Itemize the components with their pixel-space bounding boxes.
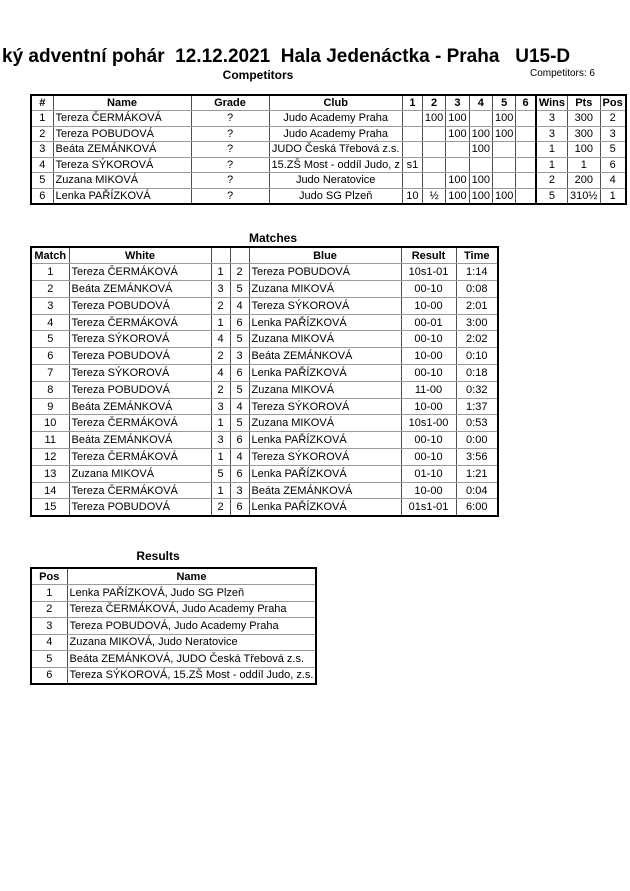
cell-match-num: 14 <box>31 482 69 499</box>
col-header-x3: 3 <box>446 95 469 111</box>
cell-blue-num: 6 <box>230 499 249 516</box>
cell-blue-num: 5 <box>230 381 249 398</box>
cell-name: Tereza POBUDOVÁ, Judo Academy Praha <box>67 618 316 635</box>
cell-wins: 3 <box>536 126 568 142</box>
cell-match-num: 4 <box>31 314 69 331</box>
cell-x2: ½ <box>422 188 445 204</box>
cell-name: Beáta ZEMÁNKOVÁ, JUDO Česká Třebová z.s. <box>67 651 316 668</box>
cell-name: Lenka PAŘÍZKOVÁ <box>53 188 191 204</box>
table-row <box>31 157 626 173</box>
table-row <box>31 111 626 127</box>
col-header-name: Name <box>53 95 191 111</box>
cell-wins: 5 <box>536 188 568 204</box>
col-header-x5: 5 <box>492 95 515 111</box>
cell-white-name: Tereza ČERMÁKOVÁ <box>69 415 211 432</box>
table-row <box>31 634 316 651</box>
cell-grade: ? <box>191 157 269 173</box>
cell-blue-name: Lenka PAŘÍZKOVÁ <box>249 499 401 516</box>
cell-x6 <box>516 157 536 173</box>
col-header-pos: Pos <box>600 95 626 111</box>
cell-white-name: Zuzana MIKOVÁ <box>69 465 211 482</box>
cell-time: 3:56 <box>456 449 498 466</box>
cell-match-num: 12 <box>31 449 69 466</box>
cell-x4 <box>469 157 492 173</box>
cell-name: Tereza SÝKOROVÁ <box>53 157 191 173</box>
cell-x5 <box>492 142 515 158</box>
cell-blue-name: Lenka PAŘÍZKOVÁ <box>249 314 401 331</box>
cell-pos: 1 <box>31 585 67 602</box>
cell-result: 00-10 <box>401 432 456 449</box>
table-row <box>31 142 626 158</box>
cell-match-num: 8 <box>31 381 69 398</box>
cell-match-num: 3 <box>31 297 69 314</box>
cell-x3: 100 <box>446 188 469 204</box>
cell-x2 <box>422 126 445 142</box>
cell-blue-num: 3 <box>230 348 249 365</box>
cell-white-num: 1 <box>211 449 230 466</box>
col-header-x2: 2 <box>422 95 445 111</box>
results-header-row <box>31 568 316 585</box>
cell-blue-num: 4 <box>230 398 249 415</box>
cell-x4 <box>469 111 492 127</box>
cell-x4: 100 <box>469 188 492 204</box>
cell-white-name: Tereza ČERMÁKOVÁ <box>69 314 211 331</box>
cell-result: 00-10 <box>401 365 456 382</box>
cell-x4: 100 <box>469 142 492 158</box>
cell-result: 00-01 <box>401 314 456 331</box>
cell-x5: 100 <box>492 188 515 204</box>
col-header-club: Club <box>269 95 402 111</box>
col-header-match: Match <box>31 247 69 264</box>
col-header-num: # <box>31 95 53 111</box>
cell-time: 1:14 <box>456 264 498 281</box>
cell-white-num: 5 <box>211 465 230 482</box>
cell-x5: 100 <box>492 111 515 127</box>
cell-match-num: 9 <box>31 398 69 415</box>
cell-time: 0:08 <box>456 281 498 298</box>
cell-x5: 100 <box>492 126 515 142</box>
cell-pos: 4 <box>31 634 67 651</box>
cell-x1: s1 <box>402 157 422 173</box>
cell-pos: 6 <box>31 667 67 684</box>
cell-name: Zuzana MIKOVÁ, Judo Neratovice <box>67 634 316 651</box>
cell-result: 10-00 <box>401 348 456 365</box>
cell-x2: 100 <box>422 111 445 127</box>
cell-x4: 100 <box>469 126 492 142</box>
cell-white-num: 1 <box>211 415 230 432</box>
cell-result: 01s1-01 <box>401 499 456 516</box>
col-header-grade: Grade <box>191 95 269 111</box>
cell-num: 3 <box>31 142 53 158</box>
cell-name: Lenka PAŘÍZKOVÁ, Judo SG Plzeň <box>67 585 316 602</box>
cell-white-num: 1 <box>211 482 230 499</box>
cell-x1 <box>402 126 422 142</box>
cell-blue-num: 2 <box>230 264 249 281</box>
cell-x3: 100 <box>446 126 469 142</box>
cell-name: Tereza ČERMÁKOVÁ, Judo Academy Praha <box>67 601 316 618</box>
results-table <box>30 567 317 685</box>
cell-white-num: 2 <box>211 381 230 398</box>
cell-white-name: Beáta ZEMÁNKOVÁ <box>69 432 211 449</box>
table-row <box>31 415 498 432</box>
cell-white-name: Tereza SÝKOROVÁ <box>69 331 211 348</box>
cell-blue-name: Lenka PAŘÍZKOVÁ <box>249 465 401 482</box>
cell-x5 <box>492 157 515 173</box>
cell-white-num: 2 <box>211 297 230 314</box>
cell-white-num: 4 <box>211 365 230 382</box>
cell-white-num: 1 <box>211 314 230 331</box>
cell-x1 <box>402 142 422 158</box>
cell-white-name: Tereza ČERMÁKOVÁ <box>69 449 211 466</box>
cell-white-num: 1 <box>211 264 230 281</box>
table-row <box>31 297 498 314</box>
matches-heading: Matches <box>248 231 298 245</box>
cell-blue-name: Tereza POBUDOVÁ <box>249 264 401 281</box>
cell-blue-num: 5 <box>230 415 249 432</box>
cell-white-name: Beáta ZEMÁNKOVÁ <box>69 281 211 298</box>
table-row <box>31 618 316 635</box>
cell-club: 15.ZŠ Most - oddíl Judo, z <box>269 157 402 173</box>
cell-match-num: 7 <box>31 365 69 382</box>
cell-x6 <box>516 173 536 189</box>
col-header-bluenum <box>230 247 249 264</box>
cell-x3 <box>446 157 469 173</box>
table-row <box>31 585 316 602</box>
cell-blue-num: 6 <box>230 465 249 482</box>
page-title: ký adventní pohár 12.12.2021 Hala Jedenáctka - Praha U15-D <box>2 46 571 67</box>
cell-grade: ? <box>191 111 269 127</box>
cell-name: Tereza ČERMÁKOVÁ <box>53 111 191 127</box>
cell-result: 01-10 <box>401 465 456 482</box>
cell-blue-name: Tereza SÝKOROVÁ <box>249 398 401 415</box>
cell-result: 10s1-01 <box>401 264 456 281</box>
cell-x6 <box>516 111 536 127</box>
cell-match-num: 15 <box>31 499 69 516</box>
cell-blue-name: Beáta ZEMÁNKOVÁ <box>249 482 401 499</box>
cell-wins: 2 <box>536 173 568 189</box>
cell-name: Tereza SÝKOROVÁ, 15.ZŠ Most - oddíl Judo, z.s. <box>67 667 316 684</box>
cell-white-name: Tereza POBUDOVÁ <box>69 499 211 516</box>
table-row <box>31 499 498 516</box>
cell-club: Judo Neratovice <box>269 173 402 189</box>
col-header-pts: Pts <box>568 95 601 111</box>
cell-club: Judo Academy Praha <box>269 111 402 127</box>
cell-pos: 1 <box>600 188 626 204</box>
cell-result: 00-10 <box>401 331 456 348</box>
table-row <box>31 188 626 204</box>
cell-white-name: Tereza ČERMÁKOVÁ <box>69 264 211 281</box>
table-row <box>31 126 626 142</box>
cell-x1 <box>402 173 422 189</box>
table-row <box>31 281 498 298</box>
cell-white-name: Beáta ZEMÁNKOVÁ <box>69 398 211 415</box>
cell-time: 0:32 <box>456 381 498 398</box>
col-header-x1: 1 <box>402 95 422 111</box>
col-header-white: White <box>69 247 211 264</box>
cell-blue-name: Lenka PAŘÍZKOVÁ <box>249 432 401 449</box>
results-heading: Results <box>136 549 180 563</box>
cell-white-num: 3 <box>211 432 230 449</box>
cell-x2 <box>422 157 445 173</box>
col-header-name: Name <box>67 568 316 585</box>
table-row <box>31 449 498 466</box>
cell-result: 00-10 <box>401 281 456 298</box>
matches-table <box>30 246 499 517</box>
cell-x1: 10 <box>402 188 422 204</box>
cell-x6 <box>516 126 536 142</box>
cell-pts: 300 <box>568 111 601 127</box>
cell-blue-name: Lenka PAŘÍZKOVÁ <box>249 365 401 382</box>
cell-pos: 3 <box>600 126 626 142</box>
cell-wins: 1 <box>536 157 568 173</box>
cell-pos: 4 <box>600 173 626 189</box>
cell-white-num: 2 <box>211 348 230 365</box>
cell-grade: ? <box>191 188 269 204</box>
cell-match-num: 2 <box>31 281 69 298</box>
cell-white-num: 4 <box>211 331 230 348</box>
col-header-whitenum <box>211 247 230 264</box>
cell-pts: 200 <box>568 173 601 189</box>
cell-white-name: Tereza POBUDOVÁ <box>69 348 211 365</box>
cell-club: Judo SG Plzeň <box>269 188 402 204</box>
col-header-x6: 6 <box>516 95 536 111</box>
cell-wins: 1 <box>536 142 568 158</box>
cell-pts: 100 <box>568 142 601 158</box>
cell-pos: 5 <box>31 651 67 668</box>
cell-time: 0:04 <box>456 482 498 499</box>
cell-x1 <box>402 111 422 127</box>
table-row <box>31 365 498 382</box>
cell-result: 10s1-00 <box>401 415 456 432</box>
cell-match-num: 6 <box>31 348 69 365</box>
col-header-time: Time <box>456 247 498 264</box>
table-row <box>31 331 498 348</box>
cell-pos: 3 <box>31 618 67 635</box>
cell-pos: 6 <box>600 157 626 173</box>
cell-num: 1 <box>31 111 53 127</box>
cell-time: 1:37 <box>456 398 498 415</box>
cell-x3: 100 <box>446 111 469 127</box>
table-row <box>31 348 498 365</box>
cell-blue-num: 4 <box>230 449 249 466</box>
table-row <box>31 381 498 398</box>
table-row <box>31 264 498 281</box>
cell-result: 10-00 <box>401 482 456 499</box>
cell-match-num: 13 <box>31 465 69 482</box>
cell-blue-num: 6 <box>230 365 249 382</box>
cell-x2 <box>422 173 445 189</box>
cell-grade: ? <box>191 126 269 142</box>
cell-x2 <box>422 142 445 158</box>
cell-blue-name: Zuzana MIKOVÁ <box>249 415 401 432</box>
cell-blue-name: Tereza SÝKOROVÁ <box>249 449 401 466</box>
cell-result: 10-00 <box>401 398 456 415</box>
cell-blue-name: Tereza SÝKOROVÁ <box>249 297 401 314</box>
cell-match-num: 1 <box>31 264 69 281</box>
cell-result: 10-00 <box>401 297 456 314</box>
cell-x5 <box>492 173 515 189</box>
table-row <box>31 398 498 415</box>
col-header-result: Result <box>401 247 456 264</box>
competitors-header-row <box>31 95 626 111</box>
cell-blue-num: 6 <box>230 314 249 331</box>
cell-name: Beáta ZEMÁNKOVÁ <box>53 142 191 158</box>
cell-white-name: Tereza SÝKOROVÁ <box>69 365 211 382</box>
cell-white-name: Tereza ČERMÁKOVÁ <box>69 482 211 499</box>
cell-blue-num: 4 <box>230 297 249 314</box>
cell-time: 2:01 <box>456 297 498 314</box>
cell-time: 3:00 <box>456 314 498 331</box>
competitors-count: Competitors: 6 <box>529 68 595 79</box>
table-row <box>31 651 316 668</box>
table-row <box>31 667 316 684</box>
cell-blue-name: Zuzana MIKOVÁ <box>249 381 401 398</box>
cell-time: 0:18 <box>456 365 498 382</box>
cell-wins: 3 <box>536 111 568 127</box>
cell-blue-num: 5 <box>230 281 249 298</box>
cell-time: 0:00 <box>456 432 498 449</box>
cell-num: 5 <box>31 173 53 189</box>
table-row <box>31 482 498 499</box>
cell-blue-name: Beáta ZEMÁNKOVÁ <box>249 348 401 365</box>
col-header-x4: 4 <box>469 95 492 111</box>
cell-pts: 300 <box>568 126 601 142</box>
competitors-table <box>30 94 627 205</box>
cell-time: 0:10 <box>456 348 498 365</box>
cell-white-num: 3 <box>211 398 230 415</box>
cell-blue-name: Zuzana MIKOVÁ <box>249 281 401 298</box>
col-header-blue: Blue <box>249 247 401 264</box>
cell-pos: 2 <box>600 111 626 127</box>
cell-white-name: Tereza POBUDOVÁ <box>69 381 211 398</box>
cell-blue-num: 6 <box>230 432 249 449</box>
cell-white-num: 3 <box>211 281 230 298</box>
cell-club: JUDO Česká Třebová z.s. <box>269 142 402 158</box>
competitors-heading: Competitors <box>222 68 294 82</box>
cell-name: Tereza POBUDOVÁ <box>53 126 191 142</box>
table-row <box>31 601 316 618</box>
cell-match-num: 5 <box>31 331 69 348</box>
cell-num: 6 <box>31 188 53 204</box>
cell-result: 00-10 <box>401 449 456 466</box>
table-row <box>31 173 626 189</box>
cell-x6 <box>516 142 536 158</box>
cell-x3 <box>446 142 469 158</box>
col-header-pos: Pos <box>31 568 67 585</box>
col-header-wins: Wins <box>536 95 568 111</box>
cell-name: Zuzana MIKOVÁ <box>53 173 191 189</box>
cell-time: 0:53 <box>456 415 498 432</box>
cell-grade: ? <box>191 142 269 158</box>
cell-blue-num: 5 <box>230 331 249 348</box>
cell-match-num: 10 <box>31 415 69 432</box>
matches-header-row <box>31 247 498 264</box>
cell-time: 1:21 <box>456 465 498 482</box>
cell-match-num: 11 <box>31 432 69 449</box>
cell-grade: ? <box>191 173 269 189</box>
cell-x3: 100 <box>446 173 469 189</box>
cell-blue-name: Zuzana MIKOVÁ <box>249 331 401 348</box>
cell-pts: 1 <box>568 157 601 173</box>
cell-time: 6:00 <box>456 499 498 516</box>
cell-club: Judo Academy Praha <box>269 126 402 142</box>
cell-blue-num: 3 <box>230 482 249 499</box>
cell-pts: 310½ <box>568 188 601 204</box>
cell-num: 4 <box>31 157 53 173</box>
cell-result: 11-00 <box>401 381 456 398</box>
cell-time: 2:02 <box>456 331 498 348</box>
cell-white-name: Tereza POBUDOVÁ <box>69 297 211 314</box>
cell-num: 2 <box>31 126 53 142</box>
cell-white-num: 2 <box>211 499 230 516</box>
table-row <box>31 465 498 482</box>
cell-pos: 5 <box>600 142 626 158</box>
cell-pos: 2 <box>31 601 67 618</box>
table-row <box>31 314 498 331</box>
table-row <box>31 432 498 449</box>
cell-x4: 100 <box>469 173 492 189</box>
cell-x6 <box>516 188 536 204</box>
